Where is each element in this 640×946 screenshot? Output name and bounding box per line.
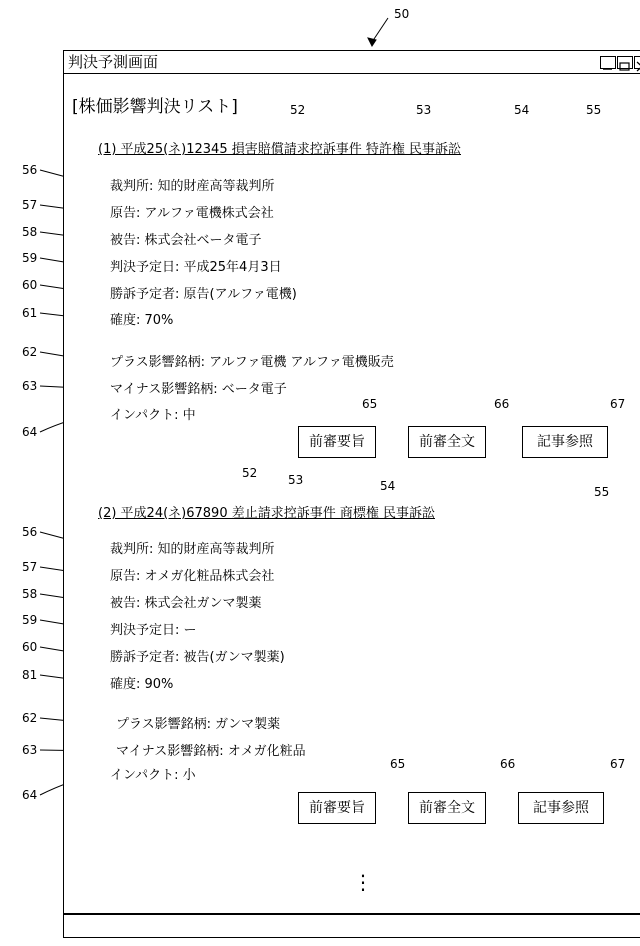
ref-numeral: 59	[22, 613, 38, 627]
ref-numeral: 67	[610, 757, 626, 771]
positive-stocks-field: プラス影響銘柄: アルファ電機 アルファ電機販売	[110, 355, 394, 370]
impact-field: インパクト: 小	[110, 768, 196, 783]
ref-numeral: 60	[22, 278, 38, 292]
confidence-field: 確度: 90%	[110, 677, 174, 692]
prior-summary-button[interactable]: 前審要旨	[298, 792, 376, 824]
close-icon	[635, 61, 640, 72]
court-field: 裁判所: 知的財産高等裁判所	[110, 179, 275, 194]
list-title: [株価影響判決リスト]	[72, 97, 238, 117]
court-field: 裁判所: 知的財産高等裁判所	[110, 542, 275, 557]
ref-numeral: 81	[22, 668, 38, 682]
window-title: 判決予測画面	[68, 53, 159, 71]
ref-numeral: 60	[22, 640, 38, 654]
ref-numeral: 61	[22, 306, 38, 320]
ref-numeral: 59	[22, 251, 38, 265]
prior-summary-button[interactable]: 前審要旨	[298, 426, 376, 458]
ref-numeral: 55	[594, 485, 610, 499]
ref-numeral: 65	[362, 397, 378, 411]
ref-numeral: 64	[22, 425, 38, 439]
expected-winner-field: 勝訴予定者: 原告(アルファ電機)	[110, 287, 297, 302]
ref-numeral: 58	[22, 225, 38, 239]
ref-numeral: 53	[416, 103, 432, 117]
negative-stocks-field: マイナス影響銘柄: オメガ化粧品	[116, 744, 306, 759]
defendant-field: 被告: 株式会社ベータ電子	[110, 233, 262, 248]
ref-numeral: 66	[494, 397, 510, 411]
ref-numeral: 64	[22, 788, 38, 802]
ref-numeral: 54	[380, 479, 396, 493]
ref-numeral: 52	[290, 103, 306, 117]
status-bar	[63, 913, 640, 915]
plaintiff-field: 原告: アルファ電機株式会社	[110, 206, 274, 221]
ref-numeral: 53	[288, 473, 304, 487]
ref-numeral: 66	[500, 757, 516, 771]
ref-numeral: 63	[22, 379, 38, 393]
maximize-button[interactable]	[617, 56, 633, 69]
ref-numeral: 62	[22, 345, 38, 359]
ref-numeral: 57	[22, 560, 38, 574]
case-header-link[interactable]: (2) 平成24(ネ)67890 差止請求控訴事件 商標権 民事訴訟	[98, 506, 435, 521]
prior-fulltext-button[interactable]: 前審全文	[408, 426, 486, 458]
ref-numeral: 56	[22, 525, 38, 539]
positive-stocks-field: プラス影響銘柄: ガンマ製薬	[116, 717, 281, 732]
expected-winner-field: 勝訴予定者: 被告(ガンマ製薬)	[110, 650, 285, 665]
minimize-icon	[601, 61, 615, 72]
maximize-icon	[618, 61, 632, 72]
ref-numeral: 50	[394, 7, 410, 21]
ref-numeral: 65	[390, 757, 406, 771]
prior-fulltext-button[interactable]: 前審全文	[408, 792, 486, 824]
ref-numeral: 57	[22, 198, 38, 212]
minimize-button[interactable]	[600, 56, 616, 69]
negative-stocks-field: マイナス影響銘柄: ベータ電子	[110, 382, 287, 397]
article-reference-button[interactable]: 記事参照	[518, 792, 604, 824]
ref-numeral: 52	[242, 466, 258, 480]
ref-numeral: 62	[22, 711, 38, 725]
ref-numeral: 58	[22, 587, 38, 601]
ref-numeral: 63	[22, 743, 38, 757]
confidence-field: 確度: 70%	[110, 313, 174, 328]
ref-numeral: 54	[514, 103, 530, 117]
ref-numeral: 55	[586, 103, 602, 117]
case-header-link[interactable]: (1) 平成25(ネ)12345 損害賠償請求控訴事件 特許権 民事訴訟	[98, 142, 461, 157]
judgment-date-field: 判決予定日: ー	[110, 623, 197, 638]
article-reference-button[interactable]: 記事参照	[522, 426, 608, 458]
ref-numeral: 67	[610, 397, 626, 411]
defendant-field: 被告: 株式会社ガンマ製薬	[110, 596, 262, 611]
ref-numeral: 56	[22, 163, 38, 177]
judgment-date-field: 判決予定日: 平成25年4月3日	[110, 260, 282, 275]
plaintiff-field: 原告: オメガ化粧品株式会社	[110, 569, 275, 584]
more-indicator: ⋮	[353, 870, 373, 894]
close-button[interactable]	[634, 56, 640, 69]
impact-field: インパクト: 中	[110, 408, 196, 423]
